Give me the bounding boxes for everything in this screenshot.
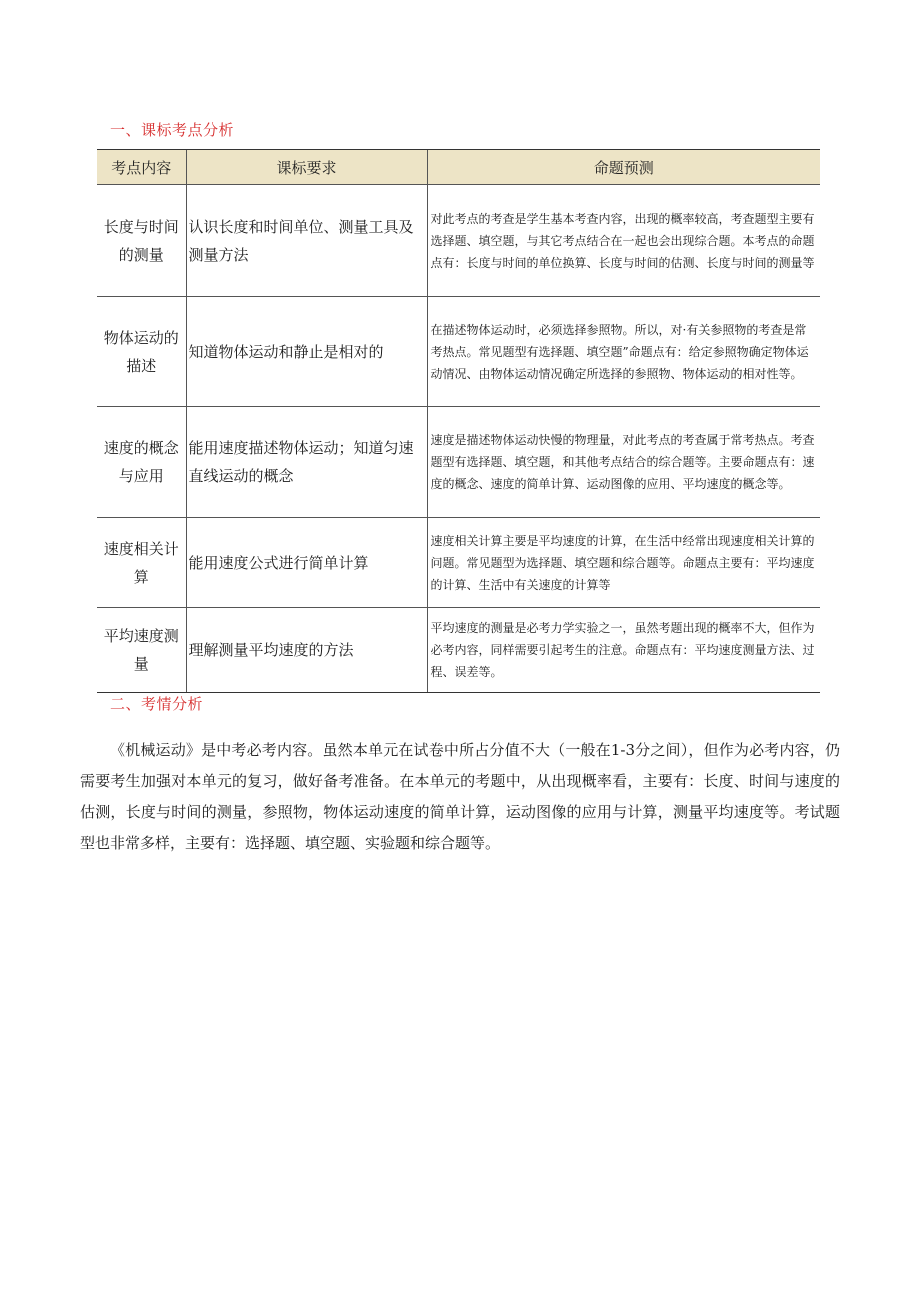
table-row: [97, 518, 820, 608]
requirement-cell: 认识长度和时间单位、测量工具及测量方法: [186, 185, 427, 297]
prediction-cell: 速度相关计算主要是平均速度的计算，在生活中经常出现速度相关计算的问题。常见题型为选择题、填空题和综合题等。命题点主要有：平均速度的计算、生活中有关速度的计算等: [427, 518, 820, 608]
table-row: [97, 185, 820, 297]
header-prediction: 命题预测: [427, 150, 820, 185]
topic-cell: 平均速度测量: [97, 608, 186, 693]
prediction-cell: 平均速度的测量是必考力学实验之一，虽然考题出现的概率不大，但作为必考内容，同样需要引起考生的注意。命题点有：平均速度测量方法、过程、误差等。: [427, 608, 820, 693]
header-requirement: 课标要求: [186, 150, 427, 185]
exam-analysis-paragraph: 《机械运动》是中考必考内容。虽然本单元在试卷中所占分值不大（一般在1-3分之间），但作为必考内容，仍需要考生加强对本单元的复习，做好备考准备。在本单元的考题中，从出现概率看，主要有：长度、时间与速度的估测，长度与时间的测量，参照物，物体运动速度的简单计算，运动图像的应用与计算，测量平均速度等。考试题型也非常多样，主要有：选择题、填空题、实验题和综合题等。: [80, 741, 840, 852]
table-row: [97, 608, 820, 693]
requirement-cell: 理解测量平均速度的方法: [186, 608, 427, 693]
table-header-row: [97, 150, 820, 185]
table-row: [97, 297, 820, 407]
header-topic: 考点内容: [97, 150, 186, 185]
section-heading-exam-analysis: 二、考情分析: [110, 695, 204, 713]
prediction-cell: 对此考点的考查是学生基本考查内容，出现的概率较高，考查题型主要有选择题、填空题，与其它考点结合在一起也会出现综合题。本考点的命题点有：长度与时间的单位换算、长度与时间的估测、长度与时间的测量等: [427, 185, 820, 297]
prediction-cell: 在描述物体运动时，必须选择参照物。所以，对·有关参照物的考查是常考热点。常见题型有选择题、填空题”命题点有：给定参照物确定物体运动情况、由物体运动情况确定所选择的参照物、物体运动的相对性等。: [427, 297, 820, 407]
exam-point-table: [97, 149, 820, 693]
section-heading-curriculum: 一、课标考点分析: [110, 121, 235, 139]
prediction-cell: 速度是描述物体运动快慢的物理量，对此考点的考查属于常考热点。考查题型有选择题、填空题，和其他考点结合的综合题等。主要命题点有：速度的概念、速度的简单计算、运动图像的应用、平均速度的概念等。: [427, 407, 820, 518]
topic-cell: 长度与时间的测量: [97, 185, 186, 297]
table-row: [97, 407, 820, 518]
topic-cell: 物体运动的描述: [97, 297, 186, 407]
requirement-cell: 知道物体运动和静止是相对的: [186, 297, 427, 407]
requirement-cell: 能用速度描述物体运动；知道匀速直线运动的概念: [186, 407, 427, 518]
requirement-cell: 能用速度公式进行简单计算: [186, 518, 427, 608]
topic-cell: 速度相关计算: [97, 518, 186, 608]
topic-cell: 速度的概念与应用: [97, 407, 186, 518]
